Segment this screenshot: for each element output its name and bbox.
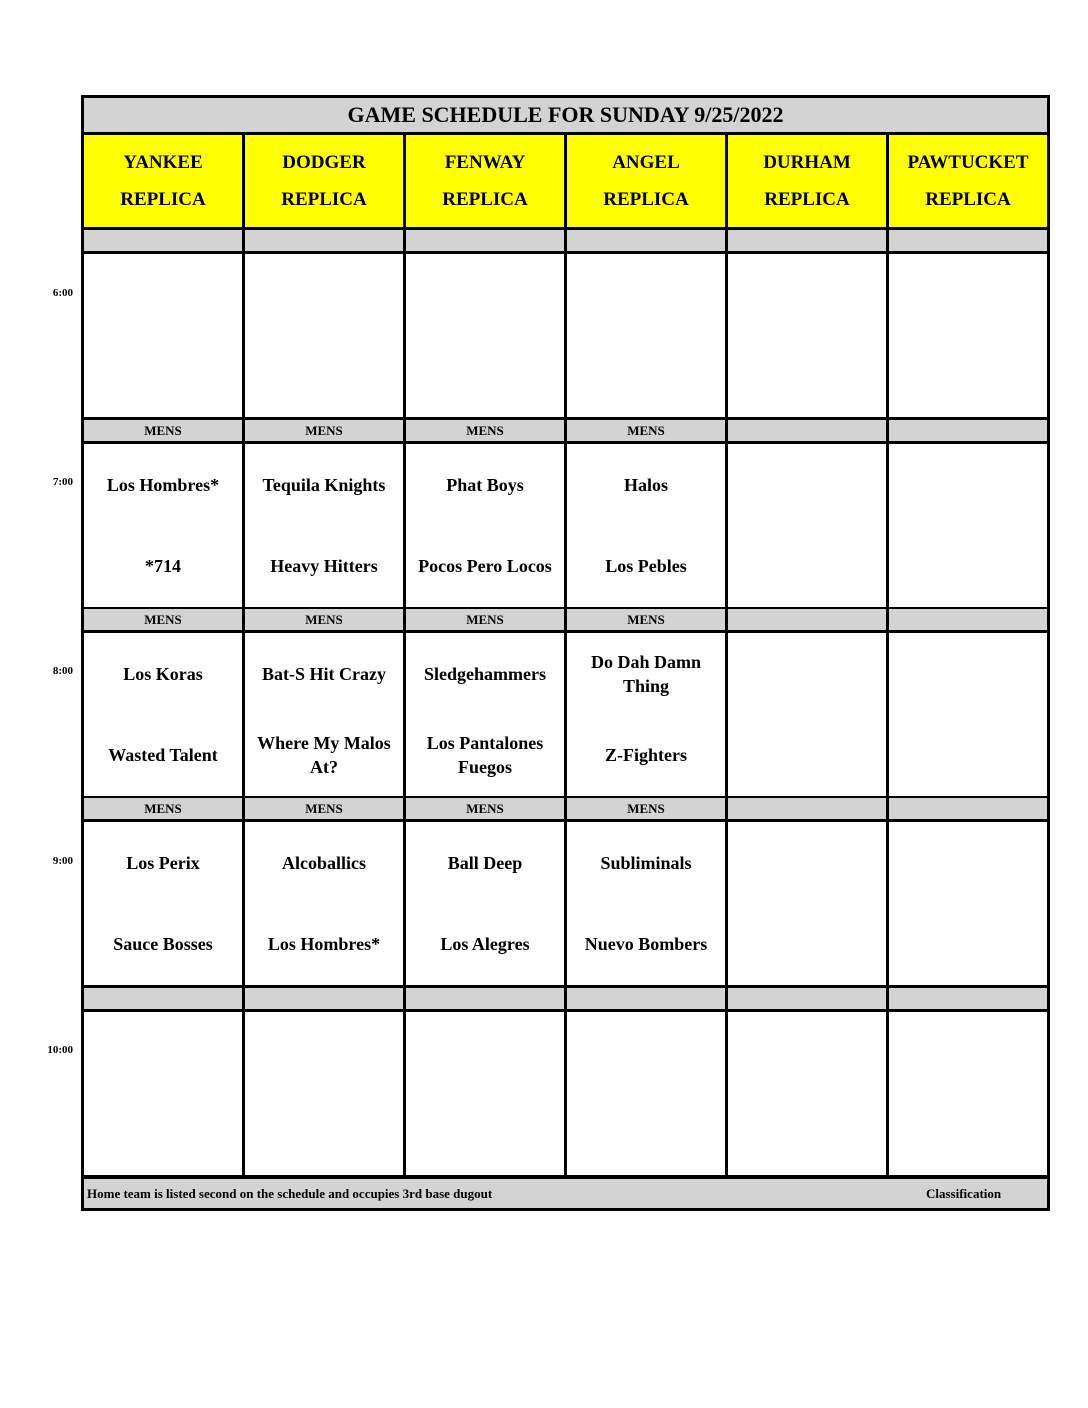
game-cell [406,444,567,607]
field-name: DODGER [282,152,366,173]
game-cell [406,822,567,985]
away-team [889,444,1047,526]
home-team: *714 [145,556,181,577]
field-name: FENWAY [444,152,526,173]
game-cell [889,444,1047,607]
away-team: Phat Boys [446,474,524,495]
division-label [889,988,1047,1009]
game-cell [245,1012,406,1175]
away-team: Los Koras [123,663,203,684]
field-header [245,135,406,227]
game-cell [728,633,889,796]
game-slot-row [84,822,1047,985]
division-label [728,609,889,630]
schedule-title: GAME SCHEDULE FOR SUNDAY 9/25/2022 [84,98,1047,132]
home-team [889,336,1047,418]
time-label: 6:00 [52,287,73,299]
division-label [728,420,889,441]
away-team [245,1012,403,1094]
home-team: Pocos Pero Locos [418,556,552,577]
away-team [889,633,1047,715]
division-label [245,988,406,1009]
game-cell [245,254,406,417]
away-team: Do Dah Damn Thing [590,651,701,696]
division-label [889,798,1047,819]
division-label: MENS [567,609,728,630]
home-team: Sauce Bosses [113,934,213,955]
home-team [84,336,242,418]
home-team [567,336,725,418]
field-sub: REPLICA [925,189,1011,210]
away-team [84,1012,242,1094]
game-cell [245,444,406,607]
division-label [728,230,889,251]
game-cell [84,1012,245,1175]
home-team [889,1094,1047,1176]
home-team: Los Pantalones Fuegos [426,733,544,778]
home-team [889,904,1047,986]
game-cell [84,822,245,985]
field-sub: REPLICA [603,189,689,210]
home-team [245,336,403,418]
schedule-table [81,95,1050,1211]
game-cell [889,822,1047,985]
game-cell [728,444,889,607]
home-team: Los Pebles [605,556,687,577]
division-label [728,798,889,819]
game-slot-row [84,254,1047,417]
home-team [728,336,886,418]
division-label-row [84,420,1047,441]
field-sub: REPLICA [764,189,850,210]
game-cell [728,822,889,985]
home-team: Where My Malos At? [257,733,391,778]
away-team [889,822,1047,904]
field-name: DURHAM [763,152,851,173]
time-label: 7:00 [52,476,73,488]
home-team [84,1094,242,1176]
away-team [567,254,725,336]
footer-classification: Classification [926,1185,1002,1201]
field-sub: REPLICA [281,189,367,210]
division-label: MENS [245,420,406,441]
away-team: Bat-S Hit Crazy [262,663,386,684]
home-team: Los Alegres [440,934,530,955]
game-cell [889,633,1047,796]
away-team: Halos [623,474,668,495]
division-label [567,230,728,251]
home-team: Los Hombres* [267,934,381,955]
division-label [889,420,1047,441]
home-team: Wasted Talent [108,745,218,766]
division-label [245,230,406,251]
footer-row [84,1179,1047,1208]
away-team [728,444,886,526]
away-team [84,254,242,336]
away-team: Alcoballics [282,852,366,873]
time-label: 9:00 [52,855,73,867]
home-team: Nuevo Bombers [584,934,708,955]
division-label: MENS [567,420,728,441]
field-header-row [84,135,1047,227]
game-cell [84,444,245,607]
game-slot-row [84,1012,1047,1175]
away-team [728,1012,886,1094]
home-team [245,1094,403,1176]
game-cell [567,633,728,796]
away-team: Tequila Knights [262,474,386,495]
field-name: PAWTUCKET [907,152,1029,173]
division-label [567,988,728,1009]
home-team [889,715,1047,797]
away-team: Los Hombres* [106,474,220,495]
game-cell [889,1012,1047,1175]
division-label [406,988,567,1009]
field-header [567,135,728,227]
game-slot-row [84,444,1047,607]
away-team [728,822,886,904]
field-name: ANGEL [612,152,680,173]
home-team [567,1094,725,1176]
game-cell [889,254,1047,417]
division-label [84,988,245,1009]
away-team [567,1012,725,1094]
away-team [889,254,1047,336]
division-label-row [84,798,1047,819]
field-sub: REPLICA [442,189,528,210]
division-label: MENS [245,609,406,630]
division-label [84,230,245,251]
field-sub: REPLICA [120,189,206,210]
game-cell [245,633,406,796]
division-label: MENS [406,609,567,630]
game-cell [728,1012,889,1175]
division-label: MENS [567,798,728,819]
footer-note: Home team is listed second on the schedule and occupies 3rd base dugout [87,1185,493,1201]
home-team [406,336,564,418]
division-label: MENS [406,798,567,819]
game-cell [406,633,567,796]
away-team [406,1012,564,1094]
division-label [889,230,1047,251]
time-label: 8:00 [52,665,73,677]
division-label: MENS [84,609,245,630]
game-cell [567,444,728,607]
division-label-row [84,609,1047,630]
home-team [889,526,1047,608]
home-team [728,904,886,986]
division-label [406,230,567,251]
game-cell [567,1012,728,1175]
game-cell [245,822,406,985]
away-team [728,254,886,336]
game-cell [728,254,889,417]
division-label [728,988,889,1009]
away-team [406,254,564,336]
game-cell [567,822,728,985]
away-team: Los Perix [126,852,200,873]
game-cell [406,1012,567,1175]
home-team [728,715,886,797]
field-header [406,135,567,227]
game-cell [84,633,245,796]
field-header [84,135,245,227]
division-label: MENS [245,798,406,819]
field-header [889,135,1047,227]
game-slot-row [84,633,1047,796]
field-header [728,135,889,227]
away-team [245,254,403,336]
away-team: Subliminals [600,852,692,873]
division-label: MENS [406,420,567,441]
game-cell [567,254,728,417]
away-team [889,1012,1047,1094]
away-team [728,633,886,715]
away-team: Ball Deep [447,852,523,873]
home-team [406,1094,564,1176]
home-team: Heavy Hitters [270,556,378,577]
home-team [728,526,886,608]
division-label [889,609,1047,630]
field-name: YANKEE [123,152,203,173]
division-label-row [84,988,1047,1009]
division-label-row [84,230,1047,251]
division-label: MENS [84,798,245,819]
game-cell [84,254,245,417]
home-team [728,1094,886,1176]
division-label: MENS [84,420,245,441]
home-team: Z-Fighters [605,745,687,766]
away-team: Sledgehammers [424,663,546,684]
game-cell [406,254,567,417]
time-label: 10:00 [47,1044,73,1056]
